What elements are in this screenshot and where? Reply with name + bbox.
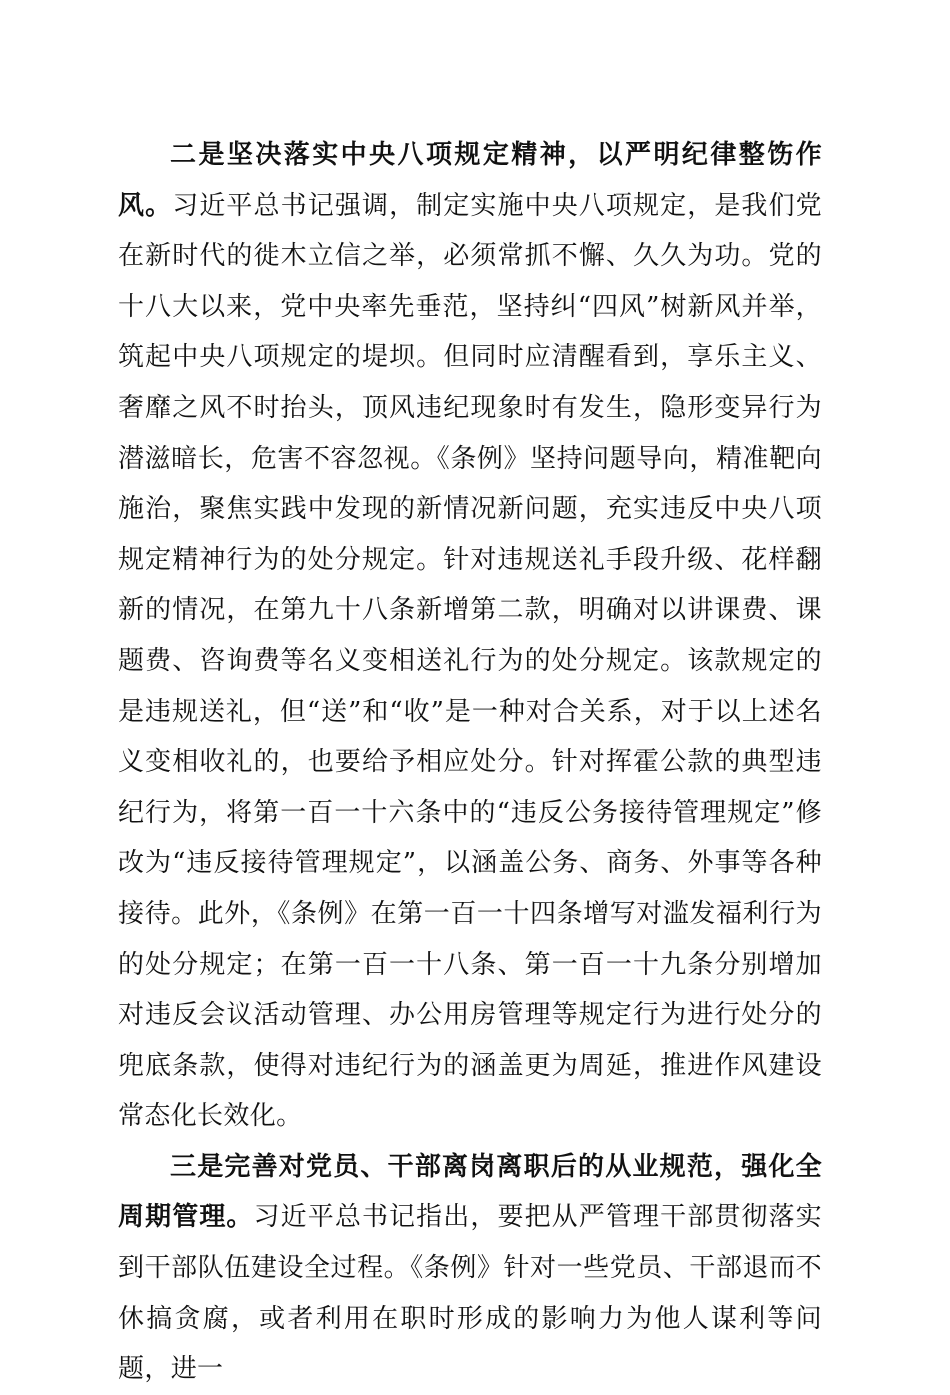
- document-body: [118, 130, 822, 1395]
- paragraph-2-body: 习近平总书记强调，制定实施中央八项规定，是我们党在新时代的徙木立信之举，必须常抓不懈、久久为功。党的十八大以来，党中央率先垂范，坚持纠“四风”树新风并举，筑起中央八项规定的堤坝。但同时应清醒看到，享乐主义、奢靡之风不时抬头，顶风违纪现象时有发生，隐形变异行为潜滋暗长，危害不容忽视。《条例》坚持问题导向，精准靶向施治，聚焦实践中发现的新情况新问题，充实违反中央八项规定精神行为的处分规定。针对违规送礼手段升级、花样翻新的情况，在第九十八条新增第二款，明确对以讲课费、课题费、咨询费等名义变相送礼行为的处分规定。该款规定的是违规送礼，但“送”和“收”是一种对合关系，对于以上述名义变相收礼的，也要给予相应处分。针对挥霍公款的典型违纪行为，将第一百一十六条中的“违反公务接待管理规定”修改为“违反接待管理规定”，以涵盖公务、商务、外事等各种接待。此外，《条例》在第一百一十四条增写对滥发福利行为的处分规定；在第一百一十八条、第一百一十九条分别增加对违反会议活动管理、办公用房管理等规定行为进行处分的兜底条款，使得对违纪行为的涵盖更为周延，推进作风建设常态化长效化。: [118, 190, 822, 1132]
- paragraph-2-lead: 二是坚决落实中央八项规定精神，以严明纪律整饬作风。: [118, 140, 822, 221]
- paragraph-3-body: 习近平总书记指出，要把从严管理干部贯彻落实到干部队伍建设全过程。《条例》针对一些党员、干部退而不休搞贪腐，或者利用在职时形成的影响力为他人谋利等问题，进一: [118, 1202, 822, 1385]
- paragraph-2: [118, 130, 822, 1142]
- paragraph-3: [118, 1142, 822, 1395]
- paragraph-3-lead: 三是完善对党员、干部离岗离职后的从业规范，强化全周期管理。: [118, 1151, 822, 1233]
